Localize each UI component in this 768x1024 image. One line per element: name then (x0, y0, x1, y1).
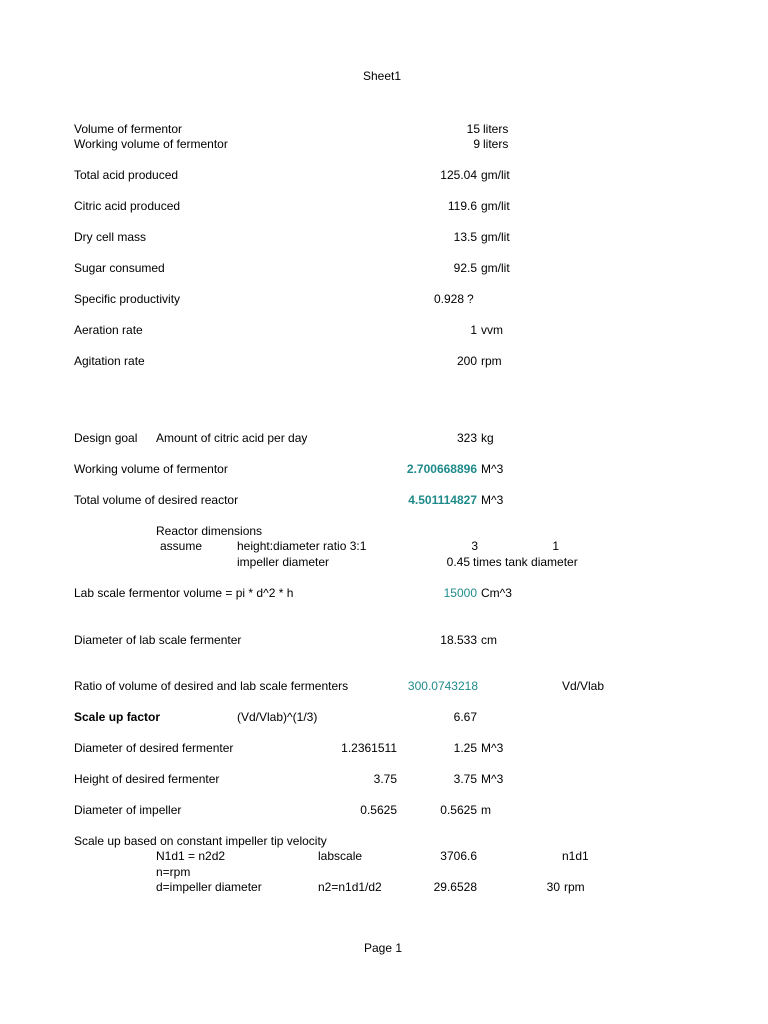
impeller-d-label: d=impeller diameter (156, 880, 262, 894)
sugar-consumed-value: 92.5 (453, 261, 477, 275)
working-volume-m3-unit: M^3 (481, 462, 504, 476)
desired-height-label: Height of desired fermenter (74, 772, 220, 786)
total-acid-label: Total acid produced (74, 168, 179, 182)
aeration-rate-label: Aeration rate (74, 323, 143, 337)
n2-rounded: 30 (546, 880, 560, 894)
dry-cell-mass-label: Dry cell mass (74, 230, 147, 244)
scale-up-factor-formula: (Vd/Vlab)^(1/3) (237, 710, 318, 724)
lab-diameter-label: Diameter of lab scale fermenter (74, 633, 242, 647)
specific-productivity-label: Specific productivity (74, 292, 181, 306)
agitation-rate-value: 200 (456, 354, 477, 368)
specific-productivity-unit: ? (467, 292, 474, 306)
design-goal-value: 323 (456, 431, 477, 445)
volume-ratio-label: Ratio of volume of desired and lab scale fermenters (74, 679, 349, 693)
agitation-rate-label: Agitation rate (74, 354, 145, 368)
volume-label: Volume of fermentor (74, 122, 183, 136)
impeller-diameter-label: impeller diameter (237, 555, 330, 569)
n-rpm-label: n=rpm (156, 865, 191, 879)
aeration-rate-unit: vvm (481, 323, 503, 337)
desired-diameter-value: 1.2361511 (341, 741, 397, 755)
lab-diameter-value: 18.533 (440, 633, 477, 647)
desired-diameter-unit: M^3 (481, 741, 504, 755)
agitation-rate-unit: rpm (481, 354, 502, 368)
impeller-diameter-row-value: 0.5625 (360, 803, 397, 817)
citric-acid-value: 119.6 (447, 199, 477, 213)
design-goal-label: Design goal (74, 431, 138, 445)
total-volume-unit: M^3 (481, 493, 504, 507)
total-volume-value: 4.501114827 (408, 493, 477, 507)
design-goal-description: Amount of citric acid per day (156, 431, 308, 445)
design-goal-unit: kg (481, 431, 494, 445)
specific-productivity-value: 0.928 (433, 292, 464, 306)
desired-height-unit: M^3 (481, 772, 504, 786)
citric-acid-label: Citric acid produced (74, 199, 181, 213)
impeller-diameter-value: 0.45 (446, 555, 470, 569)
height-diameter-ratio-value-2: 1 (552, 539, 559, 553)
dry-cell-mass-value: 13.5 (453, 230, 477, 244)
scale-up-factor-value: 6.67 (453, 710, 477, 724)
height-diameter-ratio-label: height:diameter ratio 3:1 (237, 539, 367, 553)
working-volume-m3-label: Working volume of fermentor (74, 462, 228, 476)
sugar-consumed-unit: gm/lit (481, 261, 510, 275)
lab-volume-label: Lab scale fermentor volume = pi * d^2 * h (74, 586, 294, 600)
volume-unit: liters (483, 122, 509, 136)
lab-volume-value: 15000 (443, 586, 477, 600)
volume-ratio-value: 300.0743218 (407, 679, 478, 693)
lab-volume-unit: Cm^3 (481, 586, 512, 600)
sugar-consumed-label: Sugar consumed (74, 261, 165, 275)
impeller-diameter-row-unit: m (481, 803, 491, 817)
impeller-diameter-unit: times tank diameter (473, 555, 578, 569)
desired-height-rounded: 3.75 (453, 772, 477, 786)
n2-value: 29.6528 (433, 880, 477, 894)
page-footer: Page 1 (364, 941, 403, 955)
height-diameter-ratio-value: 3 (471, 539, 478, 553)
assume-label: assume (160, 539, 203, 553)
volume-ratio-unit: Vd/Vlab (562, 679, 605, 693)
working-volume-label: Working volume of fermentor (74, 137, 228, 151)
citric-acid-unit: gm/lit (481, 199, 510, 213)
working-volume-unit: liters (483, 137, 509, 151)
desired-height-value: 3.75 (373, 772, 397, 786)
total-acid-value: 125.04 (440, 168, 477, 182)
desired-diameter-rounded: 1.25 (453, 741, 477, 755)
labscale-label: labscale (318, 849, 363, 863)
n2-unit: rpm (564, 880, 585, 894)
working-volume-m3-value: 2.700668896 (406, 462, 477, 476)
n2-formula: n2=n1d1/d2 (318, 880, 382, 894)
n1d1-equation: N1d1 = n2d2 (156, 849, 226, 863)
working-volume-value: 9 (473, 137, 480, 151)
aeration-rate-value: 1 (470, 323, 477, 337)
impeller-diameter-row-label: Diameter of impeller (74, 803, 182, 817)
reactor-dimensions-label: Reactor dimensions (156, 524, 263, 538)
lab-diameter-unit: cm (481, 633, 497, 647)
total-volume-label: Total volume of desired reactor (74, 493, 239, 507)
n1d1-value: 3706.6 (440, 849, 477, 863)
n1d1-unit: n1d1 (562, 849, 589, 863)
volume-value: 15 (466, 122, 480, 136)
impeller-diameter-row-rounded: 0.5625 (440, 803, 477, 817)
scale-up-factor-label: Scale up factor (74, 710, 161, 724)
sheet-header: Sheet1 (363, 69, 402, 83)
desired-diameter-label: Diameter of desired fermenter (74, 741, 234, 755)
tip-velocity-label: Scale up based on constant impeller tip velocity (74, 834, 327, 848)
total-acid-unit: gm/lit (481, 168, 510, 182)
dry-cell-mass-unit: gm/lit (481, 230, 510, 244)
